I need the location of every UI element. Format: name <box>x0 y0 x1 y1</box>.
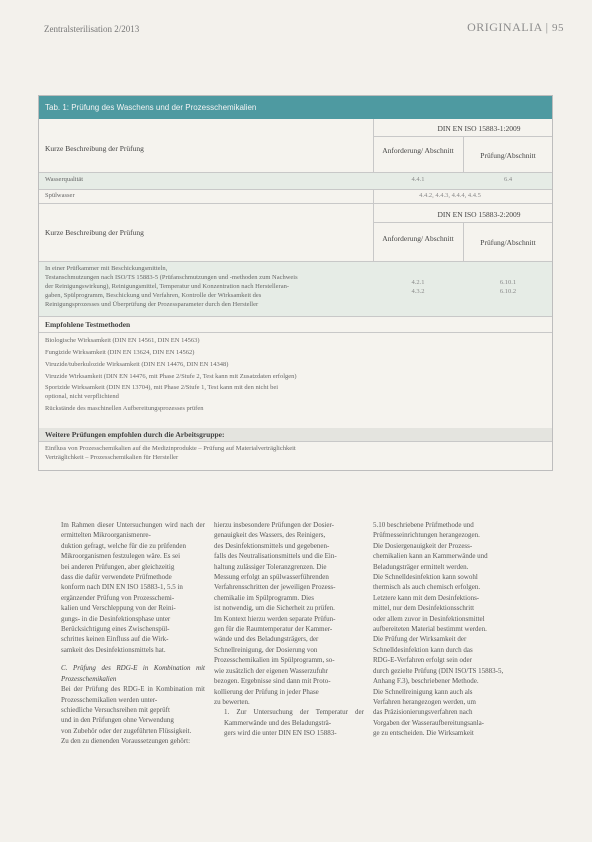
text-line: haltung zulässiger Toleranzgrenzen. Die <box>214 562 327 571</box>
text-line: kalien und Verschleppung von der Reini- <box>61 604 176 613</box>
text-line: ergänzender Prüfung von Prozesschemi- <box>61 593 175 602</box>
text-line: des Desinfektionsmittels und gegebenen- <box>214 541 330 550</box>
text-line: Prozesschemikalien im Spülprogramm, so- <box>214 656 335 665</box>
text-line: gen für die Raumtemperatur der Kammer- <box>214 625 333 634</box>
divider <box>39 332 552 333</box>
text-line: Im Rahmen dieser Untersuchungen wird nach der ermittelten Mikroorganismenre- <box>61 521 205 540</box>
text-line: chemikalie im Spülprogramm. Dies <box>214 593 314 602</box>
divider <box>39 316 552 317</box>
journal-name: Zentralsterilisation 2/2013 <box>44 24 140 34</box>
section-test-methods: Empfohlene Testmethoden <box>45 320 131 329</box>
block2-text-line: gaben, Spülprogramm, Beschickung und Verfahren, Kontrolle der Wirksamkeit des <box>45 292 262 299</box>
method-line: optional, nicht verpflichtend <box>45 393 119 400</box>
further-line: Verträglichkeit – Prozesschemikalien für Hersteller <box>45 454 179 461</box>
text-line: durch gezielte Prüfung (DIN ISO/TS 15883-5, <box>373 666 504 675</box>
text-line: Schnelldesinfektion kann durch das <box>373 645 473 654</box>
subsection-heading: C. Prüfung des RDG-E in Kombination mit Prozesschemikalien <box>61 664 205 683</box>
block2-text-line: Reinigungsprozesses und Überprüfung der Prozessparameter durch den Hersteller <box>45 301 259 308</box>
text-line: falls des Neutralisationsmittels und die Ein- <box>214 552 337 561</box>
block2-standard: DIN EN ISO 15883-2:2009 <box>437 210 521 219</box>
block1-col-req: Anforderung/ Abschnitt <box>382 146 454 155</box>
text-line: mittel, nur dem Desinfektionsschritt <box>373 604 475 613</box>
block2-req: 4.3.2 <box>411 288 425 295</box>
text-line: und in den Prüfungen ohne Verwendung <box>61 716 174 725</box>
text-line: zu bewerten. <box>214 697 250 706</box>
text-line: Verfahren herangezogen werden, um <box>373 697 477 706</box>
text-line: Zur Untersuchung der Temperatur der Kammerwände und des Beladungsträ- <box>224 708 364 727</box>
block1-standard: DIN EN ISO 15883-1:2009 <box>437 124 521 133</box>
block2-text-line: Testanschmutzungen nach ISO/TS 15883-5 (Prüfanschmutzungen und -methoden zum Nachweis <box>45 274 298 281</box>
method-line: Sporizide Wirksamkeit (DIN EN 13704), mit Phase 2/Stufe 1, Test kann mit den nicht bei <box>45 384 279 391</box>
text-line: bei anderen Prüfungen, aber gleichzeitig <box>61 562 175 571</box>
text-line: wie zusätzlich der eigenen Wasserzufuhr <box>214 666 328 675</box>
block2-test: 6.10.1 <box>499 279 517 286</box>
block2-req: 4.2.1 <box>411 279 425 286</box>
text-line: Berücksichtigung eines Zwischenspül- <box>61 625 170 634</box>
method-line: Biologische Wirksamkeit (DIN EN 14561, DIN EN 14563) <box>45 337 200 344</box>
text-line: Vorgaben der Wasseraufbereitungsanla- <box>373 718 485 727</box>
text-line: schiedliche Versuchsreihen mit geprüft <box>61 705 170 714</box>
text-line: 5.10 beschriebene Prüfmethode und <box>373 521 474 529</box>
divider <box>39 441 552 442</box>
text-line: chemikalien kann an Kammerwände und <box>373 552 488 561</box>
text-line: von Zubehör oder der zugeführten Flüssigkeit. <box>61 726 192 735</box>
body-column-1 <box>61 520 205 747</box>
block2-desc-header: Kurze Beschreibung der Prüfung <box>45 228 144 237</box>
text-line: Bei der Prüfung des RDG-E in Kombination mit Prozesschemikalien werden unter- <box>61 685 205 704</box>
text-line: Anhang F.3), beschriebener Methode. <box>373 677 479 686</box>
divider <box>39 189 552 190</box>
list-item: 1. Zur Untersuchung der Temperatur der Kammerwände und des Beladungsträ- <box>224 708 364 727</box>
test-table <box>38 95 553 471</box>
section-label: ORIGINALIA <box>467 20 543 34</box>
page-number: 95 <box>552 22 564 34</box>
text-line: thermisch als auch chemisch erfolgen. <box>373 583 481 592</box>
block2-text-line: In einer Prüfkammer mit Beschickungsmitteln, <box>45 265 168 272</box>
text-line: Beladungsträger ermittelt werden. <box>373 562 469 571</box>
text-line: RDG-E-Verfahren erfolgt sein oder <box>373 656 472 665</box>
text-line: aufbereiteten Material bestimmt werden. <box>373 625 487 634</box>
block1-row-req: 4.4.1 <box>411 176 425 183</box>
text-line: Die Dosiergenauigkeit der Prozess- <box>373 541 473 550</box>
text-line: oder allem zuvor in Desinfektionsmittel <box>373 614 485 623</box>
section-title: ORIGINALIA | 95 <box>467 20 564 34</box>
block1-row-label: Wasserqualität <box>45 176 84 183</box>
block1-row-req: 4.4.2, 4.4.3, 4.4.4, 4.4.5 <box>419 192 481 199</box>
block1-col-test: Prüfung/Abschnitt <box>480 151 536 160</box>
text-line: dass die dafür verwendete Prüfmethode <box>61 573 172 582</box>
text-line: Die Schnelldesinfektion kann sowohl <box>373 573 478 582</box>
text-line: Messung erfolgt an spülwasserführenden <box>214 573 329 582</box>
text-line: Mikroorganismen festzulegen wäre. Es sei <box>61 552 181 561</box>
text-line: bezogen. Ergebnisse sind dann mit Proto- <box>214 677 331 686</box>
block1-row-test: 6.4 <box>503 176 513 183</box>
text-line: Letztere kann mit dem Desinfektions- <box>373 593 480 602</box>
block2-col-req: Anforderung/ Abschnitt <box>382 234 454 243</box>
text-line: hierzu insbesondere Prüfungen der Dosier- <box>214 521 334 529</box>
block2-test: 6.10.2 <box>499 288 517 295</box>
text-line: Schnellreinigung, der Dosierung von <box>214 645 318 654</box>
body-column-3 <box>373 520 523 739</box>
text-line: ge zu entscheiden. Die Wirksamkeit <box>373 729 474 738</box>
block1-desc-header: Kurze Beschreibung der Prüfung <box>45 144 144 153</box>
text-line: samkeit des Desinfektionsmittels hat. <box>61 645 166 654</box>
method-line: Viruzide Wirksamkeit (DIN EN 14476, mit Phase 2/Stufe 2, Test kann mit Zusatzdaten erfolgen) <box>45 373 297 380</box>
text-line: genauigkeit des Wassers, des Reinigers, <box>214 531 326 540</box>
text-line: Im Kontext hierzu werden separate Prüfun- <box>214 614 336 623</box>
block2-col-test: Prüfung/Abschnitt <box>480 238 536 247</box>
method-line: Viruzide/tuberkulozide Wirksamkeit (DIN EN 14476, DIN EN 14348) <box>45 361 229 368</box>
table-caption: Tab. 1: Prüfung des Waschens und der Prozesschemikalien <box>39 96 552 119</box>
text-line: kollierung der Prüfung in jeder Phase <box>214 687 319 696</box>
text-line: schrittes keinen Einfluss auf die Wirk- <box>61 635 169 644</box>
text-line: gungs- in die Desinfektionsphase unter <box>61 614 171 623</box>
method-line: Fungizide Wirksamkeit (DIN EN 13624, DIN EN 14562) <box>45 349 195 356</box>
text-line: konform nach DIN EN ISO 15883-1, 5.5 in <box>61 583 183 592</box>
block1-row-label: Spülwasser <box>45 192 75 199</box>
text-line: Die Prüfung der Wirksamkeit der <box>373 635 467 644</box>
text-line: gers wird die unter DIN EN ISO 15883- <box>224 729 337 738</box>
text-line: Die Schnellreinigung kann auch als <box>373 687 473 696</box>
text-line: Verfahrensschritten der jeweiligen Prozess- <box>214 583 336 592</box>
further-line: Einfluss von Prozesschemikalien auf die Medizinprodukte – Prüfung auf Materialverträglichkeit <box>45 445 296 452</box>
text-line: das Präzisionierungsverfahren nach <box>373 708 473 717</box>
text-line: duktion gefragt, welche für die zu prüfenden <box>61 541 186 550</box>
block2-text-line: der Reinigungswirkung), Reinigungsmittel, Temperatur und Konzentration nach Herstelleran- <box>45 283 290 290</box>
method-line: Rückstände des maschinellen Aufbereitungsprozesses prüfen <box>45 405 204 412</box>
section-further-tests: Weitere Prüfungen empfohlen durch die Arbeitsgruppe: <box>45 430 225 439</box>
text-line: Prüfmesseinrichtungen herangezogen. <box>373 531 480 540</box>
text-line: ist notwendig, um die Sicherheit zu prüfen. <box>214 604 335 613</box>
body-column-2 <box>214 520 364 739</box>
text-line: wände und des Beladungsträgers, der <box>214 635 319 644</box>
text-line: Zu den zu dienenden Voraussetzungen gehört: <box>61 737 191 746</box>
divider <box>39 203 552 204</box>
